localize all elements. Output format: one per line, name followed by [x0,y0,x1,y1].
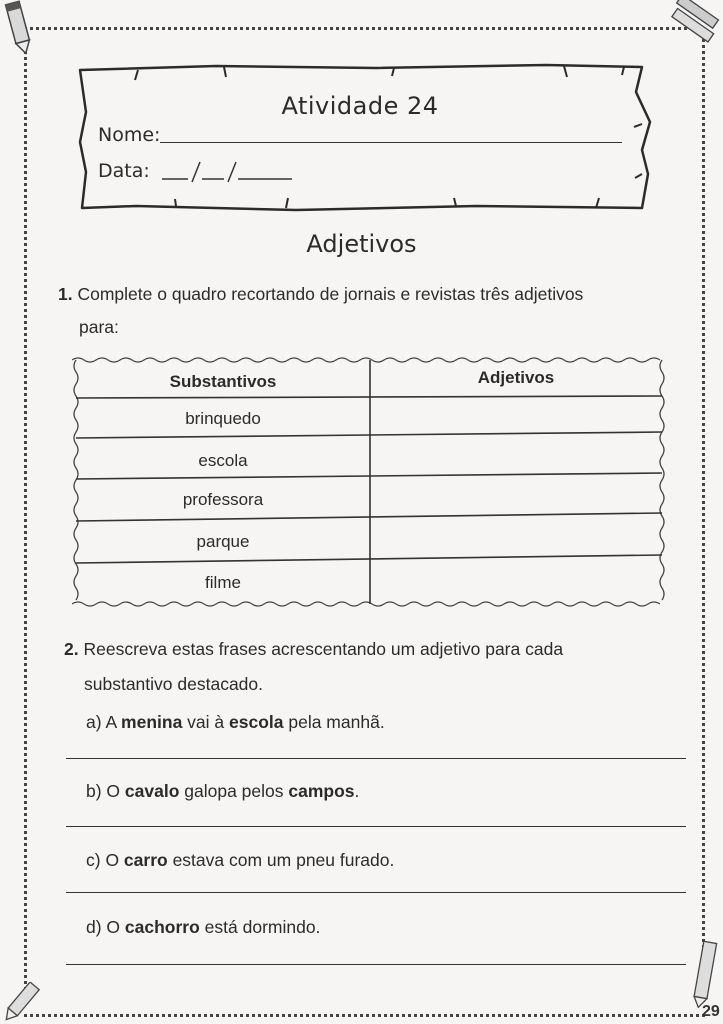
name-label: Nome: [98,124,161,146]
question-1-text: Complete o quadro recortando de jornais e revistas três adjetivos [77,284,584,304]
adjective-cell[interactable] [372,558,660,600]
sentence-b: b) O cavalo galopa pelos campos. [86,781,360,801]
pencil-bottom-icon [0,982,44,1024]
date-label: Data: [98,160,150,182]
pencil-icon [0,0,40,56]
question-2-text: Reescreva estas frases acrescentando um adjetivo para cada [83,639,564,659]
question-2-number: 2. [64,639,79,659]
table-row-noun: professora [182,490,264,509]
answer-line-b[interactable] [66,826,686,827]
question-2 [64,632,684,666]
answer-line-c[interactable] [66,892,686,893]
question-1 [58,277,678,311]
adjective-cell[interactable] [372,400,660,430]
section-title: Adjetivos [306,230,417,258]
sentence-c: c) O carro estava com um pneu furado. [86,850,395,870]
date-field[interactable] [160,160,300,184]
sentence-d: d) O cachorro está dormindo. [86,917,321,937]
question-1-text-2: para: [79,317,119,337]
activity-title: Atividade 24 [281,92,439,120]
adjective-cell[interactable] [372,476,660,510]
question-1-number: 1. [58,284,73,304]
header-frame [76,62,656,214]
page-number: 29 [702,1003,720,1020]
header-substantivos: Substantivos [169,372,277,391]
answer-line-a[interactable] [66,758,686,759]
page-border-bottom [24,1014,705,1017]
adjective-cell[interactable] [372,436,660,470]
adjectives-table [72,356,666,608]
table-row-noun: brinquedo [185,409,261,428]
sentence-a: a) A menina vai à escola pela manhã. [86,712,385,732]
adjective-cell[interactable] [372,516,660,552]
table-row-noun: parque [196,532,250,551]
question-2-text-2: substantivo destacado. [84,674,264,694]
header-adjetivos: Adjetivos [477,368,555,387]
answer-line-d[interactable] [66,964,686,965]
table-row-noun: escola [198,451,248,470]
name-field[interactable] [160,142,622,143]
crayons-icon [664,0,723,48]
pencil-side-icon [688,940,723,1010]
table-row-noun: filme [205,573,241,592]
